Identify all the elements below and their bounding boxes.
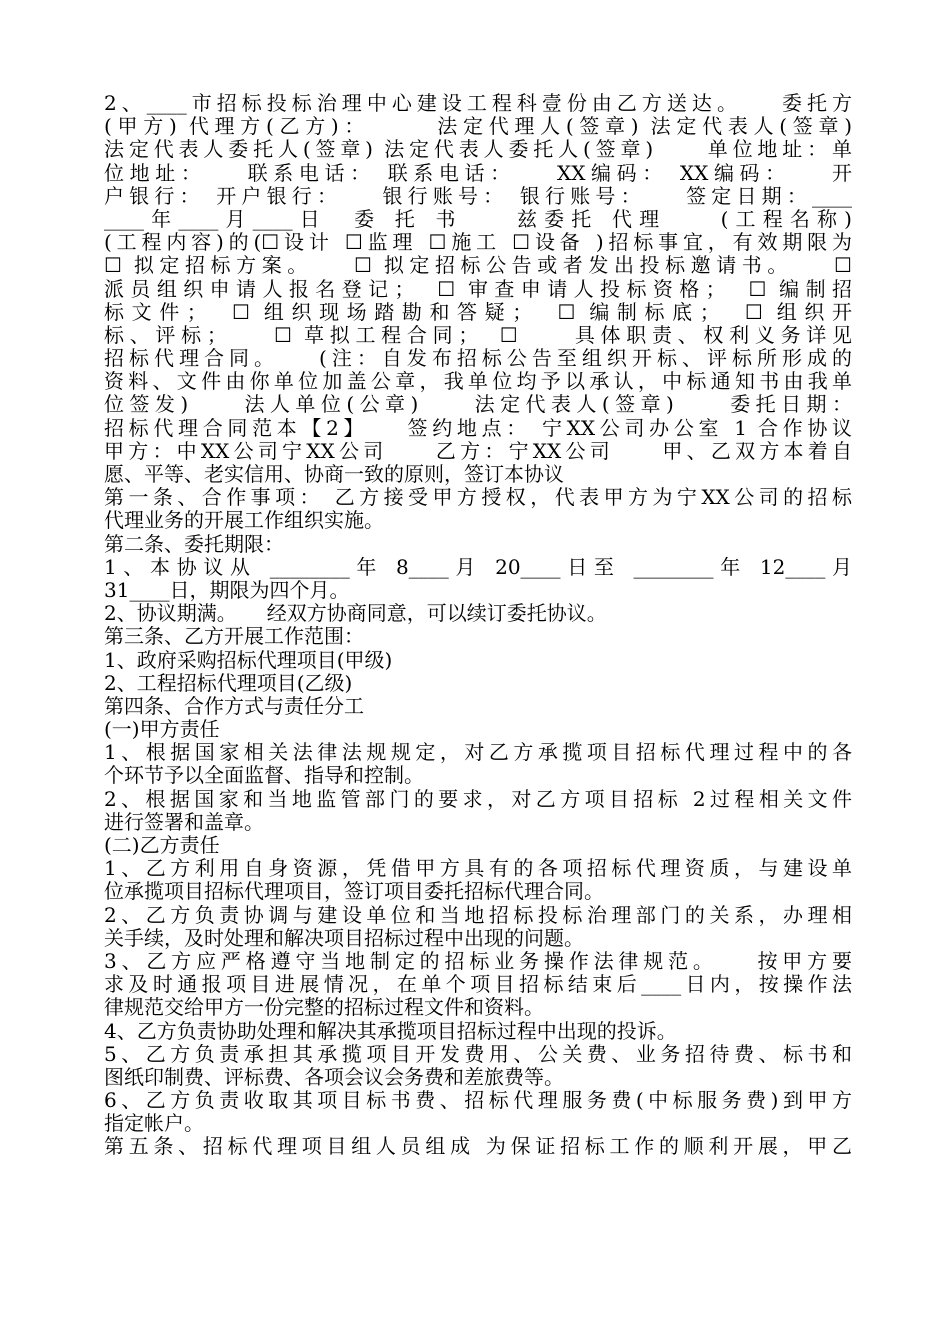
document-line: (一)甲方责任 bbox=[104, 718, 220, 742]
document-line: 招标代理合同范本【2】 签约地点： 宁XX公司办公室 1 合作协议 bbox=[104, 416, 852, 440]
document-line: 1、根据国家相关法律法规规定，对乙方承揽项目招标代理过程中的各 bbox=[104, 741, 852, 765]
document-line: 第一条、合作事项： 乙方接受甲方授权，代表甲方为宁XX公司的招标 bbox=[104, 486, 852, 510]
document-line: 招标代理合同。 (注：自发布招标公告至组织开标、评标所形成的 bbox=[104, 347, 852, 371]
document-line: 标文件； ☐ 组织现场踏勘和答疑； ☐ 编制标底； ☐ 组织开 bbox=[104, 300, 852, 324]
document-line: 个环节予以全面监督、指导和控制。 bbox=[104, 764, 424, 788]
document-line: 愿、平等、老实信用、协商一致的原则，签订本协议 bbox=[104, 463, 564, 486]
document-line: 位签发) 法人单位(公章) 法定代表人(签章) 委托日期： bbox=[104, 393, 852, 417]
document-line: 2、工程招标代理项目(乙级) bbox=[104, 671, 353, 695]
document-line: 标、评标； ☐ 草拟工程合同； ☐ 具体职责、权利义务详见 bbox=[104, 323, 852, 347]
document-line: 户银行： 开户银行： 银行账号： 银行账号： 签定日期：____ bbox=[104, 184, 852, 208]
document-line: 代理业务的开展工作组织实施。 bbox=[104, 509, 384, 533]
document-line: 第二条、委托期限： bbox=[104, 532, 284, 556]
document-line: 2、____市招标投标治理中心建设工程科壹份由乙方送达。 委托方 bbox=[104, 92, 852, 115]
document-line: ☐ 拟定招标方案。 ☐ 拟定招标公告或者发出投标邀请书。 ☐ bbox=[104, 254, 852, 278]
document-line: 1、乙方利用自身资源，凭借甲方具有的各项招标代理资质，与建设单 bbox=[104, 857, 852, 881]
document-line: 图纸印制费、评标费、各项会议会务费和差旅费等。 bbox=[104, 1065, 564, 1089]
document-line: (工程内容)的(☐设计 ☐监理 ☐施工 ☐设备 )招标事宜，有效期限为 bbox=[104, 231, 852, 255]
document-line: 5、乙方负责承担其承揽项目开发费用、公关费、业务招待费、标书和 bbox=[104, 1042, 852, 1066]
document-page bbox=[104, 92, 852, 1159]
document-line: 6、乙方负责收取其项目标书费、招标代理服务费(中标服务费)到甲方 bbox=[104, 1089, 852, 1113]
document-line: 4、乙方负责协助处理和解决其承揽项目招标过程中出现的投诉。 bbox=[104, 1019, 677, 1043]
document-line: 第三条、乙方开展工作范围： bbox=[104, 625, 364, 649]
document-line: 律规范交给甲方一份完整的招标过程文件和资料。 bbox=[104, 996, 544, 1020]
document-line: 1、政府采购招标代理项目(甲级) bbox=[104, 648, 393, 672]
document-line: 关手续，及时处理和解决项目招标过程中出现的问题。 bbox=[104, 926, 584, 950]
document-line: ____年____月____日 委 托 书 兹委托 代理 (工程名称) bbox=[104, 207, 852, 231]
document-line: 2、协议期满。 经双方协商同意，可以续订委托协议。 bbox=[104, 602, 607, 626]
document-line: 1、本协议从 ________年 8____月 20____日至 ________年 12____月 bbox=[104, 555, 852, 579]
document-line: 指定帐户。 bbox=[104, 1112, 204, 1136]
document-line: 派员组织申请人报名登记； ☐ 审查申请人投标资格； ☐ 编制招 bbox=[104, 277, 852, 301]
document-line: 3、乙方应严格遵守当地制定的招标业务操作法律规范。 按甲方要 bbox=[104, 949, 852, 973]
document-line: 2、乙方负责协调与建设单位和当地招标投标治理部门的关系，办理相 bbox=[104, 903, 852, 927]
document-line: 31____日，期限为四个月。 bbox=[104, 578, 350, 602]
document-line: (甲方) 代理方(乙方)： 法定代理人(签章) 法定代表人(签章) bbox=[104, 115, 852, 139]
document-line: 甲方：中XX公司宁XX公司 乙方：宁XX公司 甲、乙双方本着自 bbox=[104, 439, 852, 463]
document-line: 第四条、合作方式与责任分工 bbox=[104, 694, 364, 718]
document-line: (二)乙方责任 bbox=[104, 834, 220, 857]
document-line: 2、根据国家和当地监管部门的要求，对乙方项目招标 2过程相关文件 bbox=[104, 787, 852, 811]
document-line: 求及时通报项目进展情况，在单个项目招标结束后____日内，按操作法 bbox=[104, 973, 852, 997]
document-line: 进行签署和盖章。 bbox=[104, 810, 264, 834]
document-line: 第五条、招标代理项目组人员组成 为保证招标工作的顺利开展，甲乙 bbox=[104, 1135, 852, 1159]
document-line: 资料、文件由你单位加盖公章，我单位均予以承认，中标通知书由我单 bbox=[104, 370, 852, 394]
document-line: 位承揽项目招标代理项目，签订项目委托招标代理合同。 bbox=[104, 880, 604, 904]
document-line: 位地址： 联系电话： 联系电话： XX编码： XX编码： 开 bbox=[104, 161, 852, 185]
document-line: 法定代表人委托人(签章) 法定代表人委托人(签章) 单位地址：单 bbox=[104, 138, 852, 162]
